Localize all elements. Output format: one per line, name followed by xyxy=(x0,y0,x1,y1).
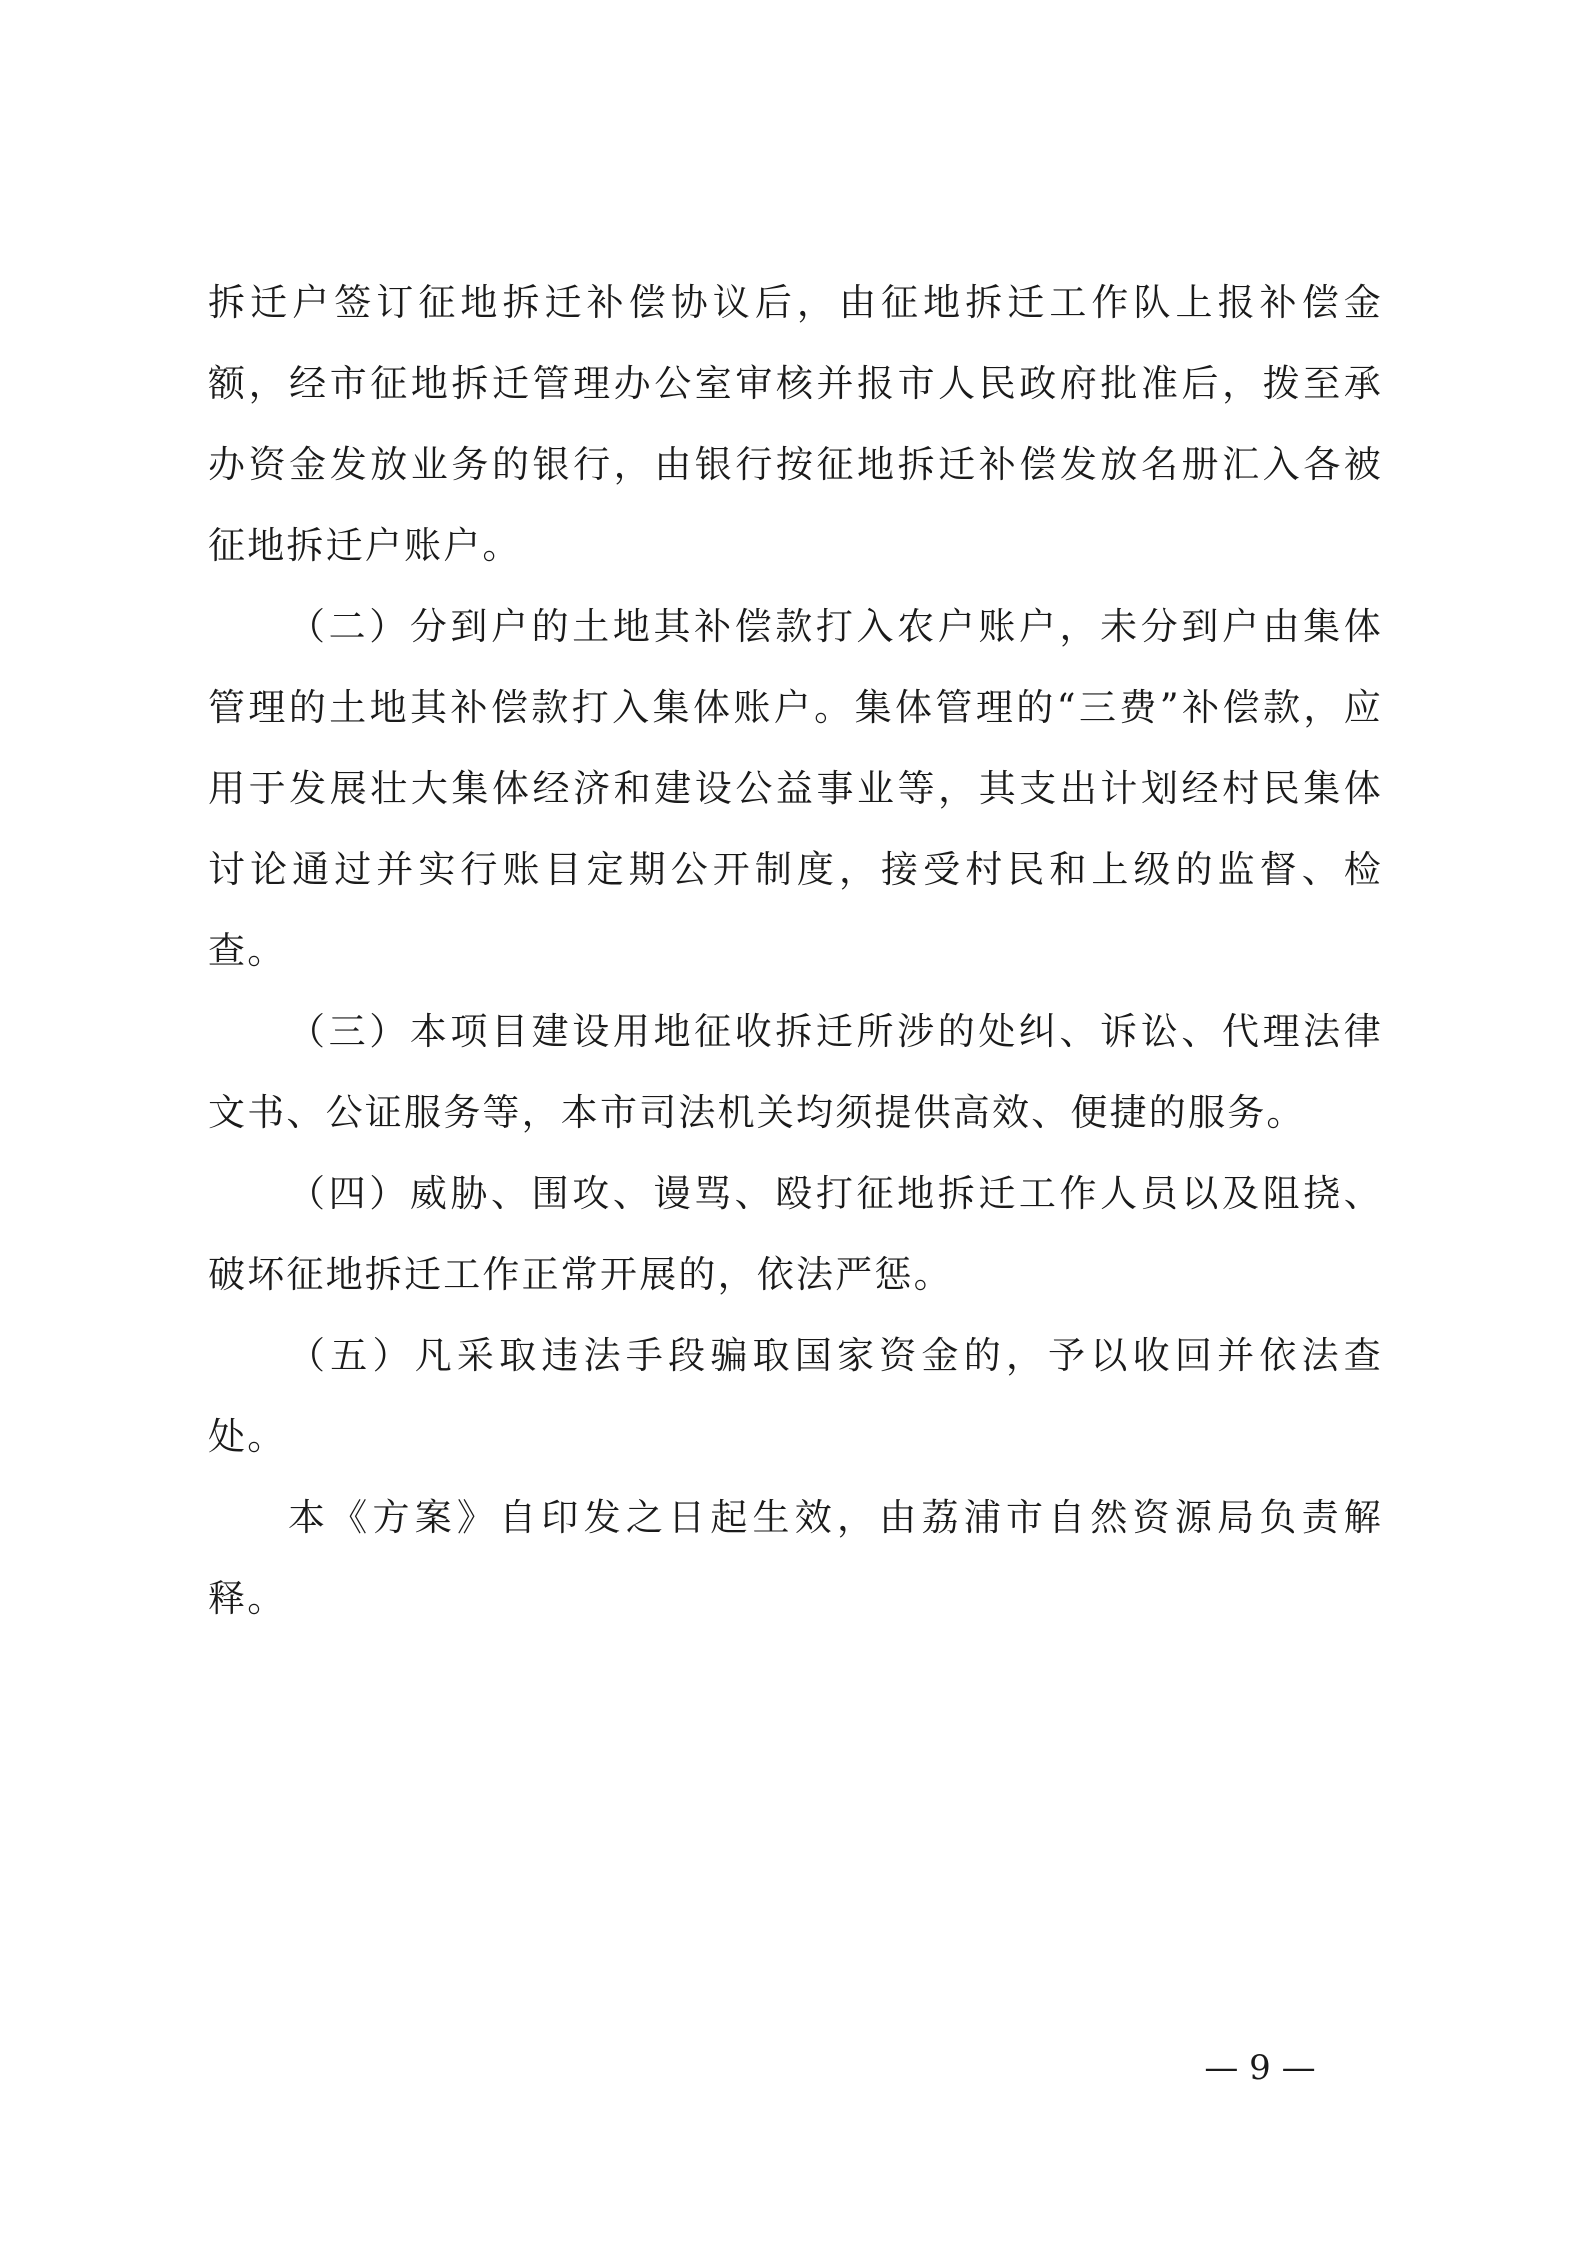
page-number: — 9 — xyxy=(1204,2048,1316,2088)
document-body xyxy=(208,262,1383,1639)
paragraph-closing: 本《方案》自印发之日起生效，由荔浦市自然资源局负责解释。 xyxy=(208,1496,1383,1620)
paragraph-continuation: 拆迁户签订征地拆迁补偿协议后，由征地拆迁工作队上报补偿金额，经市征地拆迁管理办公室审核并报市人民政府批准后，拨至承办资金发放业务的银行，由银行按征地拆迁补偿发放名册汇入各被征地拆迁户账户。 xyxy=(208,281,1383,567)
paragraph-item-2: （二）分到户的土地其补偿款打入农户账户，未分到户由集体管理的土地其补偿款打入集体账户。集体管理的“三费”补偿款，应用于发展壮大集体经济和建设公益事业等，其支出计划经村民集体讨论通过并实行账目定期公开制度，接受村民和上级的监督、检查。 xyxy=(208,605,1383,972)
paragraph-item-5: （五）凡采取违法手段骗取国家资金的，予以收回并依法查处。 xyxy=(208,1334,1383,1458)
paragraph-item-3: （三）本项目建设用地征收拆迁所涉的处纠、诉讼、代理法律文书、公证服务等，本市司法机关均须提供高效、便捷的服务。 xyxy=(208,1010,1383,1134)
paragraph-item-4: （四）威胁、围攻、谩骂、殴打征地拆迁工作人员以及阻挠、破坏征地拆迁工作正常开展的，依法严惩。 xyxy=(208,1172,1383,1296)
